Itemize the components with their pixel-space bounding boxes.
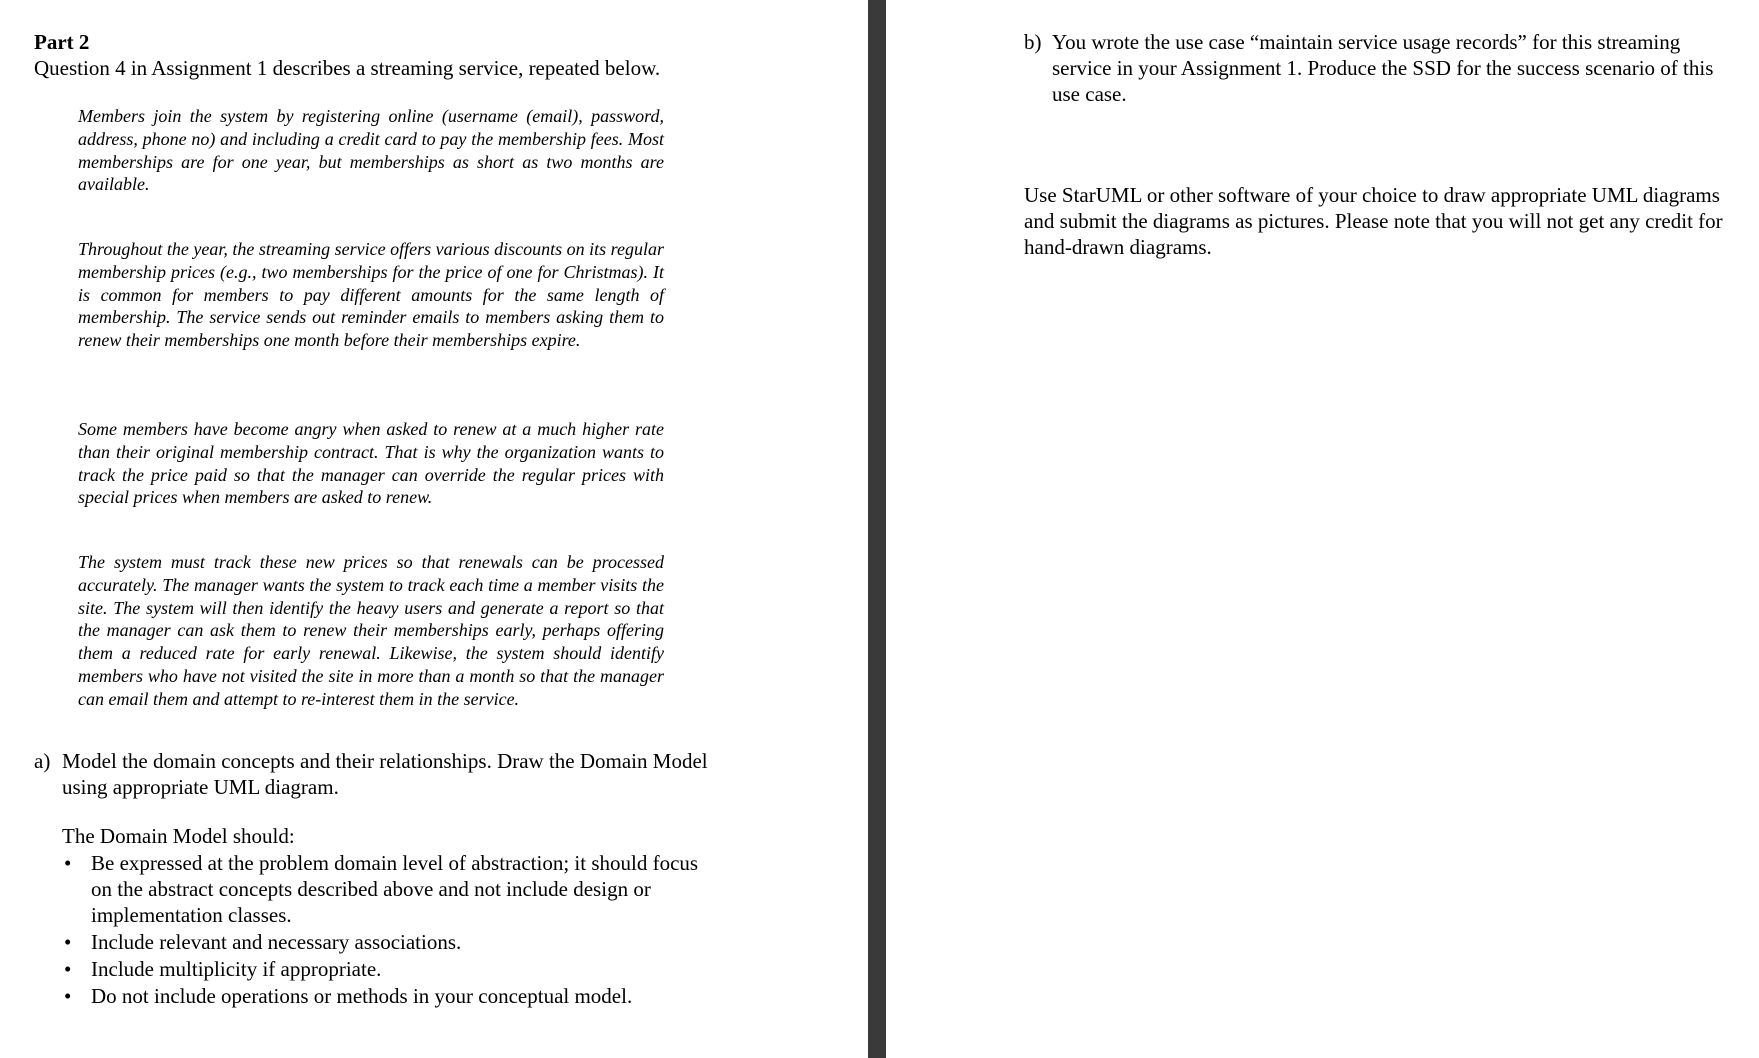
question-a-label: a)	[34, 749, 51, 773]
part-title: Part 2	[34, 30, 90, 54]
question-b-text: You wrote the use case “maintain service usage records” for this streaming service in your Assignment 1. Produce the SSD for the success scenario of this use case.	[1052, 30, 1714, 106]
list-item-text: Include relevant and necessary associations.	[91, 930, 462, 954]
right-page	[886, 0, 1759, 1058]
left-page	[0, 0, 868, 1058]
question-b-label: b)	[1024, 30, 1042, 54]
list-item	[62, 983, 722, 1009]
quote-paragraph-1: Members join the system by registering online (username (email), password, address, phone no) and including a credit card to pay the membership fees. Most memberships are for one year, but memberships as short as two months are available.	[78, 106, 664, 195]
list-item-text: Include multiplicity if appropriate.	[91, 957, 382, 981]
bullet-icon: •	[64, 930, 72, 954]
bullet-icon: •	[64, 851, 72, 875]
bullet-icon: •	[64, 957, 72, 981]
list-item	[62, 929, 722, 955]
instructions-text: Use StarUML or other software of your choice to draw appropriate UML diagrams and submit the diagrams as pictures. Please note that you will not get any credit for hand-drawn diagrams.	[1024, 183, 1723, 259]
quote-paragraph-2: Throughout the year, the streaming service offers various discounts on its regular membership prices (e.g., two memberships for the price of one for Christmas). It is common for members to pay different amounts for the same length of membership. The service sends out reminder emails to members asking them to renew their memberships one month before their memberships expire.	[78, 239, 664, 351]
list-item-text: Do not include operations or methods in your conceptual model.	[91, 984, 633, 1008]
list-item	[62, 850, 722, 928]
list-item	[62, 956, 722, 982]
list-item-text: Be expressed at the problem domain level of abstraction; it should focus on the abstract concepts described above and not include design or implementation classes.	[91, 851, 699, 927]
page-divider	[868, 0, 886, 1058]
quote-paragraph-4: The system must track these new prices so that renewals can be processed accurately. The manager wants the system to track each time a member visits the site. The system will then identify the heavy users and generate a report so that the manager can ask them to renew their memberships early, perhaps offering them a reduced rate for early renewal. Likewise, the system should identify members who have not visited the site in more than a month so that the manager can email them and attempt to re-interest them in the service.	[78, 552, 664, 709]
quote-paragraph-3: Some members have become angry when asked to renew at a much higher rate than their original membership contract. That is why the organization wants to track the price paid so that the manager can override the regular prices with special prices when members are asked to renew.	[78, 419, 664, 508]
question-a-text: Model the domain concepts and their relationships. Draw the Domain Model using appropriate UML diagram.	[62, 749, 708, 799]
intro-text: Question 4 in Assignment 1 describes a streaming service, repeated below.	[34, 56, 661, 80]
domain-model-intro: The Domain Model should:	[62, 824, 295, 848]
requirements-list	[62, 850, 722, 1010]
bullet-icon: •	[64, 984, 72, 1008]
